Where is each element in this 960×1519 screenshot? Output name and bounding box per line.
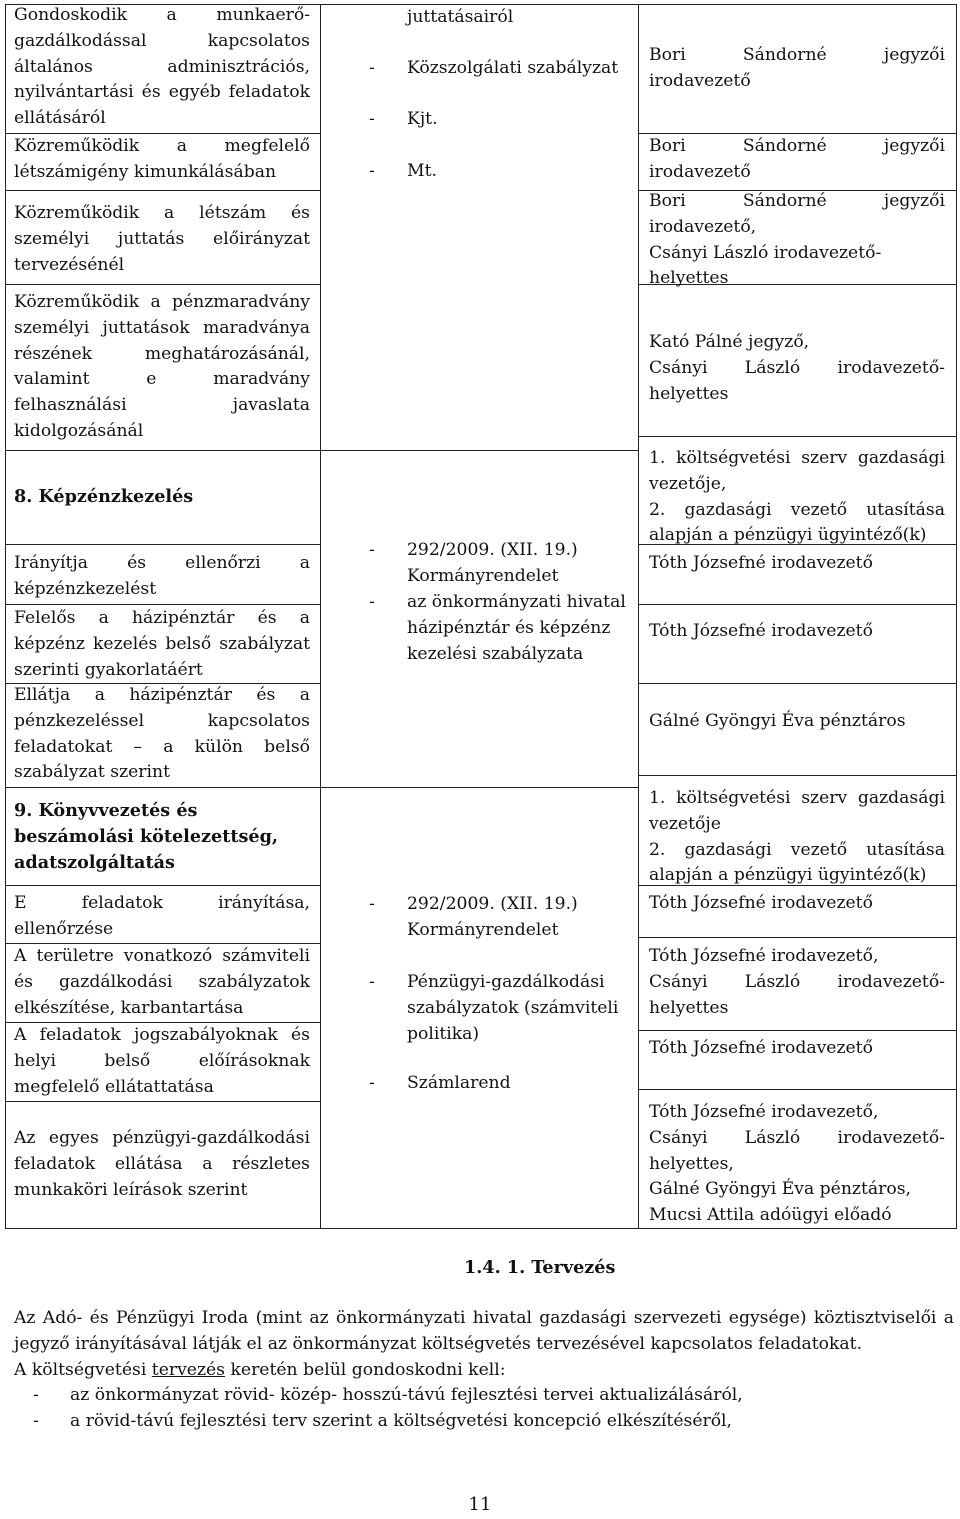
law-item [407,892,632,944]
section-9-title-line: adatszolgáltatás [14,851,175,873]
law-item: Mt. [407,161,437,181]
responsible-line: Bori Sándorné jegyzői [649,136,945,156]
row-divider [5,604,321,605]
task-line: felhasználási javaslata [14,395,310,416]
section-9-title [14,798,310,875]
row-divider [638,604,957,605]
task-line: képzénz kezelés belső szabályzat [14,633,310,654]
responsible-line: 1. költségvetési szerv gazdasági [649,788,945,808]
row-divider [638,436,957,437]
law-line: politika) [407,1023,480,1044]
row-divider [638,1030,957,1031]
row-divider [320,787,639,788]
section-9-title-line: beszámolási kötelezettség, [14,825,279,847]
responsible-line: Kató Pálné jegyző, [649,332,810,352]
column-divider-2 [638,4,639,1229]
responsible-cell [649,1100,945,1229]
law-line: Kormányrendelet [407,919,559,940]
responsible-line: Csányi László irodavezető- [649,242,882,263]
task-line: feladatok ellátása a részletes [14,1153,310,1174]
task-line: részének meghatározásánál, [14,343,310,364]
responsible-line: Csányi László irodavezető- [649,1127,945,1148]
responsible-line: alapján a pénzügyi ügyintéző(k) [649,525,927,546]
underlined-term: tervezés [151,1359,226,1380]
responsible-cell [649,330,945,407]
law-item [407,970,632,1047]
responsible-line: helyettes [649,383,729,404]
table-border-right [956,4,957,1229]
responsible-line: vezetője, [649,473,727,494]
task-line: létszámigény kimunkálásában [14,161,277,182]
row-divider [5,544,321,545]
task-line: megfelelő ellátattatása [14,1076,214,1097]
list-dash: - [369,1073,375,1093]
law-item [407,538,632,590]
body-paragraph [14,1306,954,1383]
list-dash: - [369,58,375,78]
responsible-line: Csányi László irodavezető- [649,971,945,992]
task-line: Közreműködik a létszám és [14,203,310,223]
bullet-item: az önkormányzat rövid- közép- hosszú-távú fejlesztési tervei aktualizálásáról, [70,1385,743,1405]
paragraph-line [14,1358,954,1384]
list-dash: - [369,972,375,992]
task-line: A feladatok jogszabályoknak és [14,1025,310,1045]
responsible-line: Tóth Józsefné irodavezető, [649,946,879,966]
responsible-line: 2. gazdasági vezető utasítása [649,839,945,860]
responsible-cell [649,43,945,95]
row-divider [638,683,957,684]
responsible-cell: Tóth Józsefné irodavezető [649,893,873,913]
responsible-lead-cell [649,446,945,549]
law-line: Pénzügyi-gazdálkodási [407,972,605,992]
row-divider [5,787,321,788]
task-line: Irányítja és ellenőrzi a [14,553,310,573]
law-line: 292/2009. (XII. 19.) [407,894,578,914]
responsible-line: 2. gazdasági vezető utasítása [649,499,945,520]
task-line: személyi juttatások maradványa [14,317,310,338]
responsible-cell: Tóth Józsefné irodavezető [649,553,873,573]
table-border-left [5,4,6,1229]
list-dash: - [369,592,375,612]
section-8-title: 8. Képzénzkezelés [14,486,194,507]
task-cell [14,606,310,683]
responsible-cell: Tóth Józsefné irodavezető [649,621,873,641]
task-cell [14,3,310,132]
task-cell [14,1126,310,1203]
responsible-line: irodavezető [649,161,751,182]
column-divider-1 [320,4,321,1229]
responsible-line: helyettes, [649,1153,734,1174]
row-divider [5,885,321,886]
responsible-cell [649,134,945,186]
responsible-cell [649,189,945,292]
responsible-cell: Tóth Józsefné irodavezető [649,1038,873,1058]
law-line: házipénztár és képzénz [407,617,611,638]
row-divider [5,190,321,191]
responsible-line: 1. költségvetési szerv gazdasági [649,448,945,468]
task-cell [14,944,310,1021]
intro-text: A költségvetési [14,1359,152,1380]
intro-text: keretén belül gondoskodni kell: [225,1359,506,1380]
task-line: Közreműködik a megfelelő [14,136,310,156]
law-line: kezelési szabályzata [407,643,584,664]
law-line: szabályzatok (számviteli [407,997,619,1018]
law-item: Számlarend [407,1073,511,1093]
task-line: kidolgozásánál [14,420,144,441]
law-item [407,590,632,667]
page-number: 11 [468,1494,492,1515]
task-line: Az egyes pénzügyi-gazdálkodási [14,1128,310,1148]
subsection-title: 1.4. 1. Tervezés [464,1257,616,1278]
responsible-line: Bori Sándorné jegyzői [649,45,945,65]
task-line: feladatokat – a külön belső [14,736,310,757]
row-divider [638,775,957,776]
row-divider [320,450,639,451]
task-line: személyi juttatás előirányzat [14,228,310,249]
task-line: képzénzkezelést [14,578,157,599]
task-cell [14,683,310,786]
responsible-line: Gálné Gyöngyi Éva pénztáros, [649,1179,911,1200]
task-line: gazdálkodással kapcsolatos [14,30,310,51]
task-line: A területre vonatkozó számviteli [14,946,310,966]
paragraph-line: Az Adó- és Pénzügyi Iroda (mint az önkormányzati hivatal gazdasági szervezeti egysége) köztisztviselői a [14,1308,954,1328]
responsible-line: vezetője [649,813,721,834]
task-line: szabályzat szerint [14,762,170,783]
row-divider [638,937,957,938]
task-cell [14,551,310,603]
bullet-item: a rövid-távú fejlesztési terv szerint a költségvetési koncepció elkészítéséről, [70,1411,733,1431]
task-cell [14,1023,310,1100]
task-line: nyilvántartási és egyéb feladatok [14,82,310,103]
responsible-line: Csányi László irodavezető- [649,357,945,378]
responsible-line: helyettes [649,997,729,1018]
task-line: elkészítése, karbantartása [14,997,244,1018]
list-dash: - [369,161,375,181]
law-line: 292/2009. (XII. 19.) [407,540,578,560]
list-dash: - [33,1385,39,1405]
task-cell [14,290,310,445]
row-divider [5,1101,321,1102]
law-line: Kormányrendelet [407,565,559,586]
law-item: Közszolgálati szabályzat [407,58,619,78]
responsible-line: irodavezető, [649,216,757,237]
task-line: E feladatok irányítása, [14,893,310,913]
list-dash: - [369,109,375,129]
task-line: ellenőrzése [14,918,114,939]
task-line: és gazdálkodási szabályzatok [14,971,310,992]
law-block-1-head: juttatásairól [407,7,514,27]
task-cell [14,134,310,186]
task-line: Gondoskodik a munkaerő- [14,5,310,25]
task-line: Közreműködik a pénzmaradvány [14,292,310,312]
row-divider [5,284,321,285]
responsible-cell: Gálné Gyöngyi Éva pénztáros [649,711,906,731]
task-line: Ellátja a házipénztár és a [14,685,310,705]
responsible-lead-cell [649,786,945,889]
task-line: Felelős a házipénztár és a [14,608,310,628]
law-line: az önkormányzati hivatal [407,592,626,612]
law-item: Kjt. [407,109,438,129]
list-dash: - [369,540,375,560]
task-line: ellátásáról [14,108,106,129]
row-divider [638,1089,957,1090]
task-line: valamint e maradvány [14,369,310,390]
responsible-line: Tóth Józsefné irodavezető, [649,1102,879,1122]
task-line: tervezésénél [14,254,125,275]
responsible-line: Mucsi Attila adóügyi előadó [649,1205,892,1226]
task-cell [14,201,310,278]
row-divider [5,450,321,451]
task-line: szerinti gyakorlatáért [14,659,203,680]
responsible-line: alapján a pénzügyi ügyintéző(k) [649,865,927,886]
task-line: általános adminisztrációs, [14,56,310,77]
list-dash: - [369,894,375,914]
section-9-title-line: 9. Könyvvezetés és [14,800,198,821]
responsible-cell [649,944,945,1021]
responsible-line: irodavezető [649,70,751,91]
task-line: pénzkezeléssel kapcsolatos [14,710,310,731]
task-line: helyi belső előírásoknak [14,1050,310,1071]
responsible-line: helyettes [649,268,729,289]
list-dash: - [33,1411,39,1431]
task-line: munkaköri leírások szerint [14,1179,248,1200]
responsible-line: Bori Sándorné jegyzői [649,191,945,211]
paragraph-line: jegyző irányításával látják el az önkormányzat költségvetés tervezésével kapcsolatos feladatokat. [14,1333,863,1354]
task-cell [14,891,310,943]
